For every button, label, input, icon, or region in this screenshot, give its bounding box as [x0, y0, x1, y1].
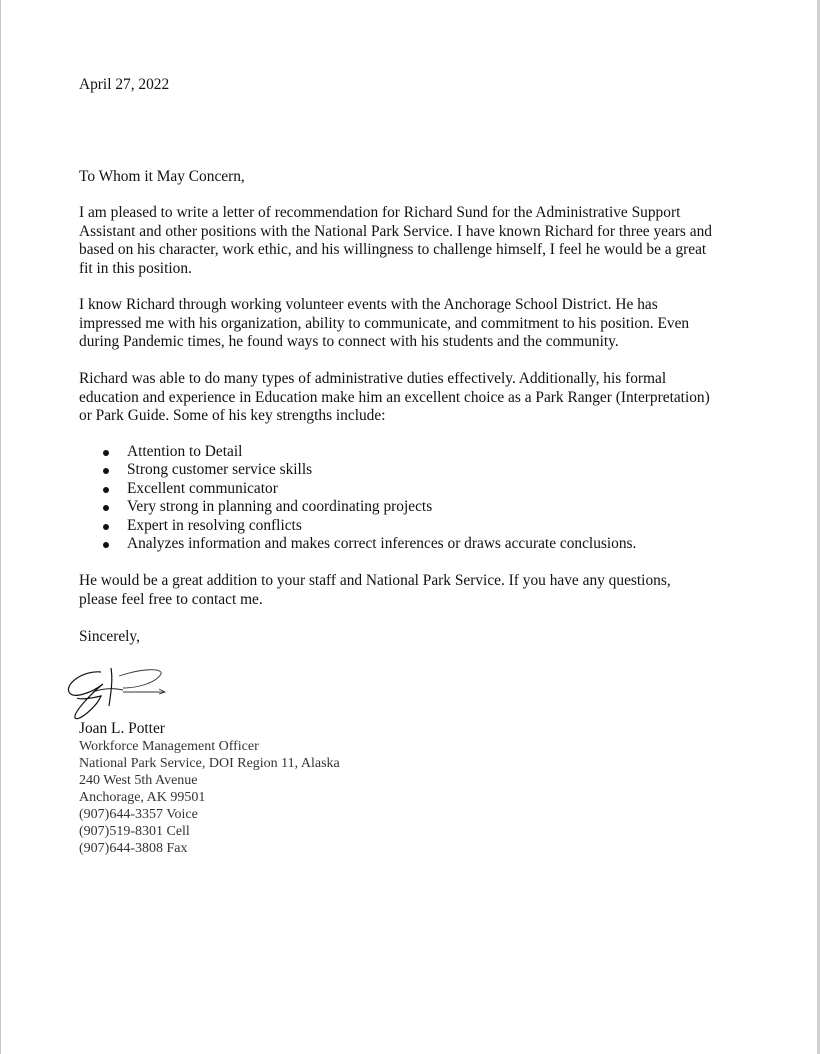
letter-date: April 27, 2022 — [79, 76, 170, 93]
strength-text: Strong customer service skills — [127, 461, 313, 479]
strength-text: Attention to Detail — [127, 443, 243, 460]
bullet-icon — [103, 524, 109, 530]
signatory-name: Joan L. Potter — [79, 720, 165, 737]
paragraph-qualifications — [79, 370, 759, 426]
paragraph-line: impressed me with his organization, ability to communicate, and commitment to his position. Even — [79, 314, 690, 332]
signatory-city: Anchorage, AK 99501 — [79, 790, 206, 805]
paragraph-line: please feel free to contact me. — [79, 590, 263, 608]
paragraph-line: based on his character, work ethic, and his willingness to challenge himself, I feel he would be a great — [79, 241, 707, 258]
paragraph-line: Assistant and other positions with the National Park Service. I have known Richard for three years and — [79, 222, 712, 240]
signature-icon — [63, 662, 173, 722]
paragraph-acquaintance — [79, 296, 759, 352]
strength-text: Very strong in planning and coordinating projects — [127, 498, 433, 516]
paragraph-closing — [79, 572, 759, 609]
paragraph-line: during Pandemic times, he found ways to connect with his students and the community. — [79, 333, 619, 350]
closing: Sincerely, — [79, 628, 140, 645]
paragraph-line: fit in this position. — [79, 259, 192, 277]
list-item — [79, 480, 636, 498]
paragraph-line: or Park Guide. Some of his key strengths include: — [79, 407, 386, 424]
list-item — [79, 517, 636, 535]
list-item — [79, 498, 636, 516]
bullet-icon — [103, 487, 109, 493]
bullet-icon — [103, 542, 109, 548]
bullet-icon — [103, 450, 109, 456]
list-item — [79, 443, 636, 461]
paragraph-line: I know Richard through working volunteer events with the Anchorage School District. He has — [79, 296, 658, 313]
list-item — [79, 461, 636, 479]
bullet-icon — [103, 505, 109, 511]
signature-block — [79, 720, 340, 857]
paragraph-line: education and experience in Education make him an excellent choice as a Park Ranger (Interpretation) — [79, 388, 710, 406]
strengths-list — [79, 443, 636, 553]
list-item — [79, 535, 636, 553]
strength-text: Excellent communicator — [127, 479, 278, 497]
signatory-cell: (907)519-8301 Cell — [79, 824, 190, 839]
signatory-organization: National Park Service, DOI Region 11, Alaska — [79, 756, 340, 771]
paragraph-intro — [79, 204, 759, 278]
paragraph-line: Richard was able to do many types of administrative duties effectively. Additionally, his formal — [79, 370, 667, 387]
signatory-street: 240 West 5th Avenue — [79, 773, 198, 788]
signatory-voice: (907)644-3357 Voice — [79, 807, 198, 822]
salutation: To Whom it May Concern, — [79, 168, 245, 185]
paragraph-line: I am pleased to write a letter of recommendation for Richard Sund for the Administrative Support — [79, 204, 681, 221]
bullet-icon — [103, 468, 109, 474]
signatory-title: Workforce Management Officer — [79, 739, 259, 754]
paragraph-line: He would be a great addition to your staff and National Park Service. If you have any questions, — [79, 572, 671, 589]
strength-text: Analyzes information and makes correct inferences or draws accurate conclusions. — [127, 534, 637, 552]
strength-text: Expert in resolving conflicts — [127, 516, 302, 534]
signatory-fax: (907)644-3808 Fax — [79, 841, 188, 856]
